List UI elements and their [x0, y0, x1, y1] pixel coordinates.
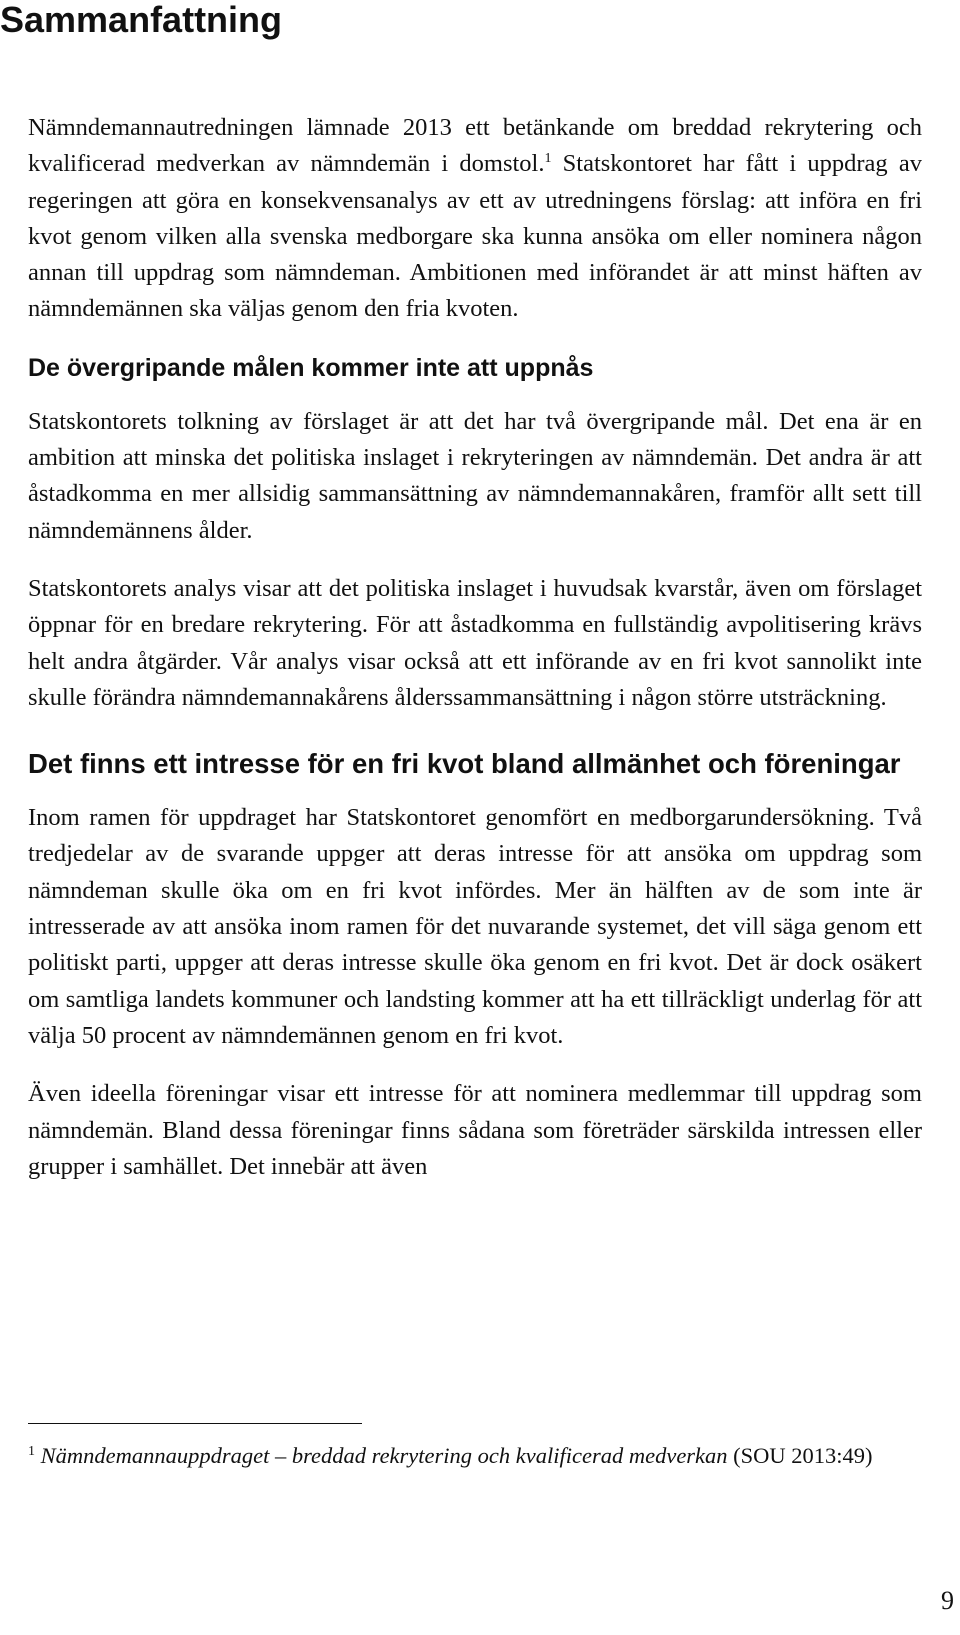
interest-paragraph-2: Även ideella föreningar visar ett intresse för att nominera medlemmar till uppdrag som nämndemän. Bland dessa föreningar finns sådana som företräder särskilda intressen eller grupper i samhället. Det innebär att även — [28, 1080, 922, 1180]
footnote-divider — [28, 1423, 362, 1424]
footnote — [28, 1440, 922, 1471]
goals-paragraph-1: Statskontorets tolkning av förslaget är att det har två övergripande mål. Det ena är en ambition att minska det politiska inslaget i rekryteringen av nämndemän. Det andra är att åstadkomma en mer allsidig sammansättning av nämndemannakåren, framför allt sett till nämndemännens ålder. — [28, 407, 922, 544]
footnote-title: Nämndemannauppdraget – breddad rekrytering och kvalificerad medverkan — [40, 1443, 728, 1468]
intro-text-after-ref: Statskontoret har fått i uppdrag av regeringen att göra en konsekvensanalys av ett av utredningens förslag: att införa en fri kvot genom vilken alla svenska medborgare ska kunna ansöka om eller nominera någon annan till uppdrag som nämndeman. Ambitionen med införandet är att minst häften av nämndemännen ska väljas genom den fria kvoten. — [28, 150, 922, 323]
interest-paragraph-1: Inom ramen för uppdraget har Statskontoret genomfört en medborgarundersökning. Två tredjedelar av de svarande uppger att deras intresse för att ansöka om uppdrag som nämndeman skulle öka om en fri kvot infördes. Mer än hälften av de som inte är intresserade av att ansöka inom ramen för det nuvarande systemet, det vill säga genom ett politiskt parti, uppger att deras intresse skulle öka genom en fri kvot. Det är dock osäkert om samtliga landets kommuner och landsting kommer att ha ett tillräckligt underlag för att välja 50 procent av nämndemännen genom en fri kvot. — [28, 804, 922, 1049]
goals-paragraph-2: Statskontorets analys visar att det politiska inslaget i huvudsak kvarstår, även om förslaget öppnar för en bredare rekrytering. För att åstadkomma en fullständig avpolitisering krävs helt andra åtgärder. Vår analys visar också att ett införande av en fri kvot sannolikt inte skulle förändra nämndemannakårens ålderssammansättning i någon större utsträckning. — [28, 574, 922, 711]
page-number: 9 — [941, 1586, 954, 1615]
section-heading-interest: Det finns ett intresse för en fri kvot bland allmänhet och föreningar — [28, 748, 901, 780]
footnote-source: (SOU 2013:49) — [727, 1443, 873, 1468]
intro-text-before-ref: Nämndemannautredningen lämnade 2013 ett betänkande om breddad rekrytering och kvalificerad medverkan av nämndemän i domstol. — [28, 114, 922, 178]
page-title: Sammanfattning — [0, 0, 283, 40]
footnote-reference[interactable]: 1 — [544, 151, 552, 167]
section-heading-goals: De övergripande målen kommer inte att uppnås — [28, 353, 594, 382]
intro-paragraph — [28, 110, 922, 328]
main-content — [28, 110, 922, 1207]
footnote-number: 1 — [28, 1444, 35, 1459]
